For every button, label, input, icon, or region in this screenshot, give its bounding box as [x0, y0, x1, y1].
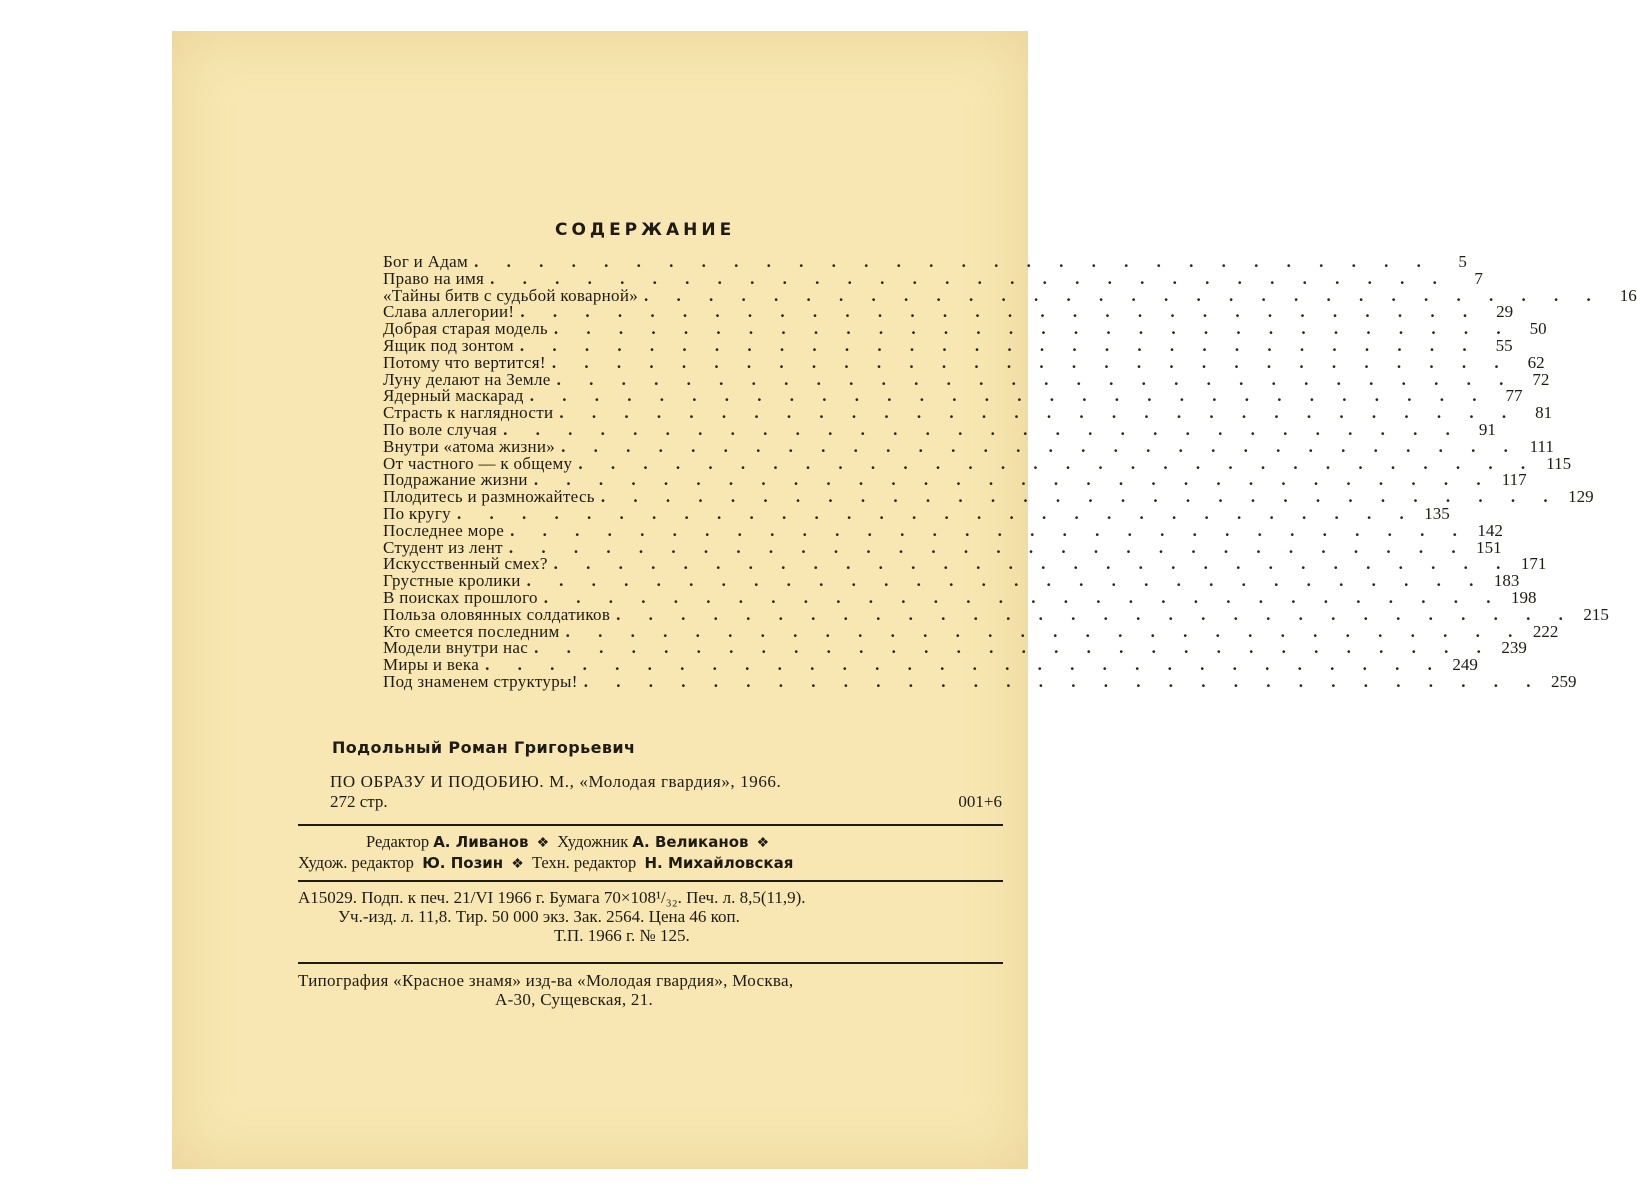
printer-block: [298, 971, 1008, 1009]
toc-entry-page: 29: [1496, 302, 1514, 322]
toc-entry-title: Потому что вертится!: [383, 352, 546, 372]
toc-entry-page: 198: [1511, 587, 1537, 607]
toc-entry-title: По кругу: [383, 503, 451, 523]
divider-rule: [298, 824, 1003, 826]
ornament-icon: ❖: [511, 857, 524, 872]
toc-leader-dots: . . . . . . . . . . . . . . . . . . . . . . . . . . . . . .: [510, 520, 1469, 540]
table-of-contents: [383, 252, 1637, 691]
toc-leader-dots: . . . . . . . . . . . . . . . . . . . . . . . . . . . . . .: [600, 487, 1560, 507]
imprint-block: [298, 888, 1008, 945]
toc-entry-page: 55: [1495, 335, 1513, 355]
toc-leader-dots: . . . . . . . . . . . . . . . . . . . . . . . . . . . . . .: [520, 302, 1480, 322]
art-editor-label: Худож. редактор: [298, 853, 414, 872]
credits-row-1: [298, 832, 1003, 853]
imprint-line: Уч.-изд. л. 11,8. Тир. 50 000 экз. Зак. 2564. Цена 46 коп.: [338, 907, 740, 926]
tech-editor-name: Н. Михайловская: [644, 854, 794, 872]
divider-rule: [298, 962, 1003, 964]
page-count: 272 стр.: [330, 792, 388, 811]
toc-entry-page: 183: [1493, 571, 1520, 591]
toc-leader-dots: . . . . . . . . . . . . . . . . . . . . . . . . . . . . . .: [551, 352, 1511, 372]
book-title-line: ПО ОБРАЗУ И ПОДОБИЮ. М., «Молодая гвардия», 1966.: [330, 772, 782, 791]
toc-entry-page: 239: [1501, 638, 1527, 658]
toc-leader-dots: . . . . . . . . . . . . . . . . . . . . . . . . . . . . . .: [543, 587, 1503, 607]
toc-entry-title: В поисках прошлого: [383, 587, 538, 607]
toc-leader-dots: . . . . . . . . . . . . . . . . . . . . . . . . . . . . . .: [533, 470, 1493, 490]
art-editor-name: Ю. Позин: [422, 854, 504, 872]
toc-leader-dots: . . . . . . . . . . . . . . . . . . . . . . . . . . . . . .: [526, 571, 1486, 591]
editor-label: Редактор: [366, 832, 430, 851]
toc-entry-title: Ядерный маскарад: [383, 386, 524, 406]
toc-entry-title: Добрая старая модель: [383, 319, 548, 339]
toc-entry-title: Внутри «атома жизни»: [383, 436, 556, 456]
ornament-icon: ❖: [536, 836, 550, 851]
toc-leader-dots: . . . . . . . . . . . . . . . . . . . . . . . . . . . . . .: [583, 671, 1543, 691]
toc-entry-page: 81: [1535, 403, 1553, 423]
book-entry: [330, 772, 1002, 812]
toc-entry-title: Луну делают на Земле: [383, 369, 551, 389]
toc-entry: [383, 671, 1577, 691]
toc-entry-title: Подражание жизни: [383, 470, 528, 490]
toc-entry-title: Студент из лент: [383, 537, 503, 557]
toc-entry-page: 249: [1452, 655, 1478, 675]
editor-name: А. Ливанов: [433, 833, 529, 851]
toc-entry-title: От частного — к общему: [383, 453, 573, 473]
divider-rule: [298, 880, 1003, 882]
toc-entry-page: 215: [1583, 604, 1609, 624]
toc-entry-title: Грустные кролики: [383, 571, 521, 591]
printer-line: А-30, Сущевская, 21.: [495, 990, 654, 1009]
toc-leader-dots: . . . . . . . . . . . . . . . . . . . . . . . . . . . . . .: [529, 386, 1489, 406]
toc-entry-page: 50: [1529, 319, 1547, 339]
toc-entry-page: 77: [1505, 386, 1523, 406]
toc-entry-page: 72: [1532, 369, 1550, 389]
toc-entry-title: Слава аллегории!: [383, 302, 515, 322]
toc-leader-dots: . . . . . . . . . . . . . . . . . . . . . . . . . . . . . .: [508, 537, 1468, 557]
imprint-line: Т.П. 1966 г. № 125.: [554, 926, 690, 945]
toc-leader-dots: . . . . . . . . . . . . . . . . . . . . . . . . . . . . . .: [553, 554, 1513, 574]
toc-entry-page: 62: [1527, 352, 1545, 372]
toc-entry-title: «Тайны битв с судьбой коварной»: [383, 285, 639, 305]
toc-entry-title: Последнее море: [383, 520, 505, 540]
toc-entry-page: 111: [1529, 436, 1554, 456]
toc-leader-dots: . . . . . . . . . . . . . . . . . . . . . . . . . . . . . .: [503, 419, 1462, 439]
imprint-line: А15029. Подп. к печ. 21/VI 1966 г. Бумага 70×108¹/₃₂. Печ. л. 8,5(11,9).: [298, 888, 806, 907]
toc-entry-page: 91: [1478, 419, 1496, 439]
toc-entry-page: 171: [1520, 554, 1547, 574]
toc-entry-page: 259: [1550, 671, 1577, 691]
credits-block: [298, 832, 1003, 874]
book-pages-line: [330, 792, 1002, 812]
toc-leader-dots: . . . . . . . . . . . . . . . . . . . . . . . . . . . . . .: [578, 453, 1538, 473]
toc-entry-page: 7: [1474, 268, 1483, 288]
toc-entry-page: 135: [1424, 503, 1450, 523]
tech-editor-label: Техн. редактор: [531, 853, 637, 872]
toc-entry-title: Модели внутри нас: [383, 638, 529, 658]
toc-entry-page: 142: [1477, 520, 1503, 540]
toc-entry-page: 5: [1458, 252, 1467, 271]
toc-leader-dots: . . . . . . . . . . . . . . . . . . . . . . . . . . . . . .: [561, 436, 1520, 456]
toc-entry-title: Право на имя: [383, 268, 485, 288]
toc-entry-page: 151: [1476, 537, 1502, 557]
toc-entry-title: Польза оловянных солдатиков: [383, 604, 611, 624]
toc-entry-title: Искусственный смех?: [383, 554, 548, 574]
toc-leader-dots: . . . . . . . . . . . . . . . . . . . . . . . . . . . . . .: [616, 604, 1575, 624]
artist-label: Художник: [557, 832, 629, 851]
toc-entry-title: Бог и Адам: [383, 252, 469, 271]
toc-leader-dots: . . . . . . . . . . . . . . . . . . . . . . . . . . . . . .: [456, 503, 1416, 523]
toc-leader-dots: . . . . . . . . . . . . . . . . . . . . . . . . . . . . . .: [474, 252, 1433, 271]
toc-entry-title: Страсть к наглядности: [383, 403, 554, 423]
toc-entry-page: 117: [1501, 470, 1527, 490]
author-name: Подольный Роман Григорьевич: [332, 738, 636, 757]
toc-entry-page: 115: [1546, 453, 1572, 473]
toc-entry-title: Кто смеется последним: [383, 621, 560, 641]
toc-leader-dots: . . . . . . . . . . . . . . . . . . . . . . . . . . . . . .: [644, 285, 1603, 305]
toc-entry-page: 129: [1568, 487, 1594, 507]
toc-entry-title: По воле случая: [383, 419, 498, 439]
ornament-icon: ❖: [756, 836, 770, 851]
toc-leader-dots: . . . . . . . . . . . . . . . . . . . . . . . . . . . . . .: [519, 335, 1479, 355]
catalog-code: 001+6: [958, 792, 1002, 811]
toc-entry-page: 222: [1532, 621, 1559, 641]
toc-leader-dots: . . . . . . . . . . . . . . . . . . . . . . . . . . . . . .: [485, 655, 1444, 675]
toc-leader-dots: . . . . . . . . . . . . . . . . . . . . . . . . . . . . . .: [553, 319, 1513, 339]
toc-entry: [383, 604, 1609, 624]
toc-entry-page: 16: [1619, 285, 1637, 305]
toc-entry-title: Плодитесь и размножайтесь: [383, 487, 595, 507]
artist-name: А. Великанов: [632, 833, 749, 851]
toc-entry-title: Ящик под зонтом: [383, 335, 514, 355]
toc-heading: СОДЕРЖАНИЕ: [555, 220, 736, 240]
toc-leader-dots: . . . . . . . . . . . . . . . . . . . . . . . . . . . . . .: [565, 621, 1525, 641]
toc-leader-dots: . . . . . . . . . . . . . . . . . . . . . . . . . . . . . .: [534, 638, 1493, 658]
toc-leader-dots: . . . . . . . . . . . . . . . . . . . . . . . . . . . . . .: [490, 268, 1449, 288]
toc-entry-title: Миры и века: [383, 655, 480, 675]
toc-leader-dots: . . . . . . . . . . . . . . . . . . . . . . . . . . . . . .: [559, 403, 1519, 423]
toc-entry-title: Под знаменем структуры!: [383, 671, 578, 691]
printer-line: Типография «Красное знамя» изд-ва «Молодая гвардия», Москва,: [298, 971, 794, 990]
credits-row-2: [298, 853, 1003, 874]
toc-leader-dots: . . . . . . . . . . . . . . . . . . . . . . . . . . . . . .: [556, 369, 1516, 389]
